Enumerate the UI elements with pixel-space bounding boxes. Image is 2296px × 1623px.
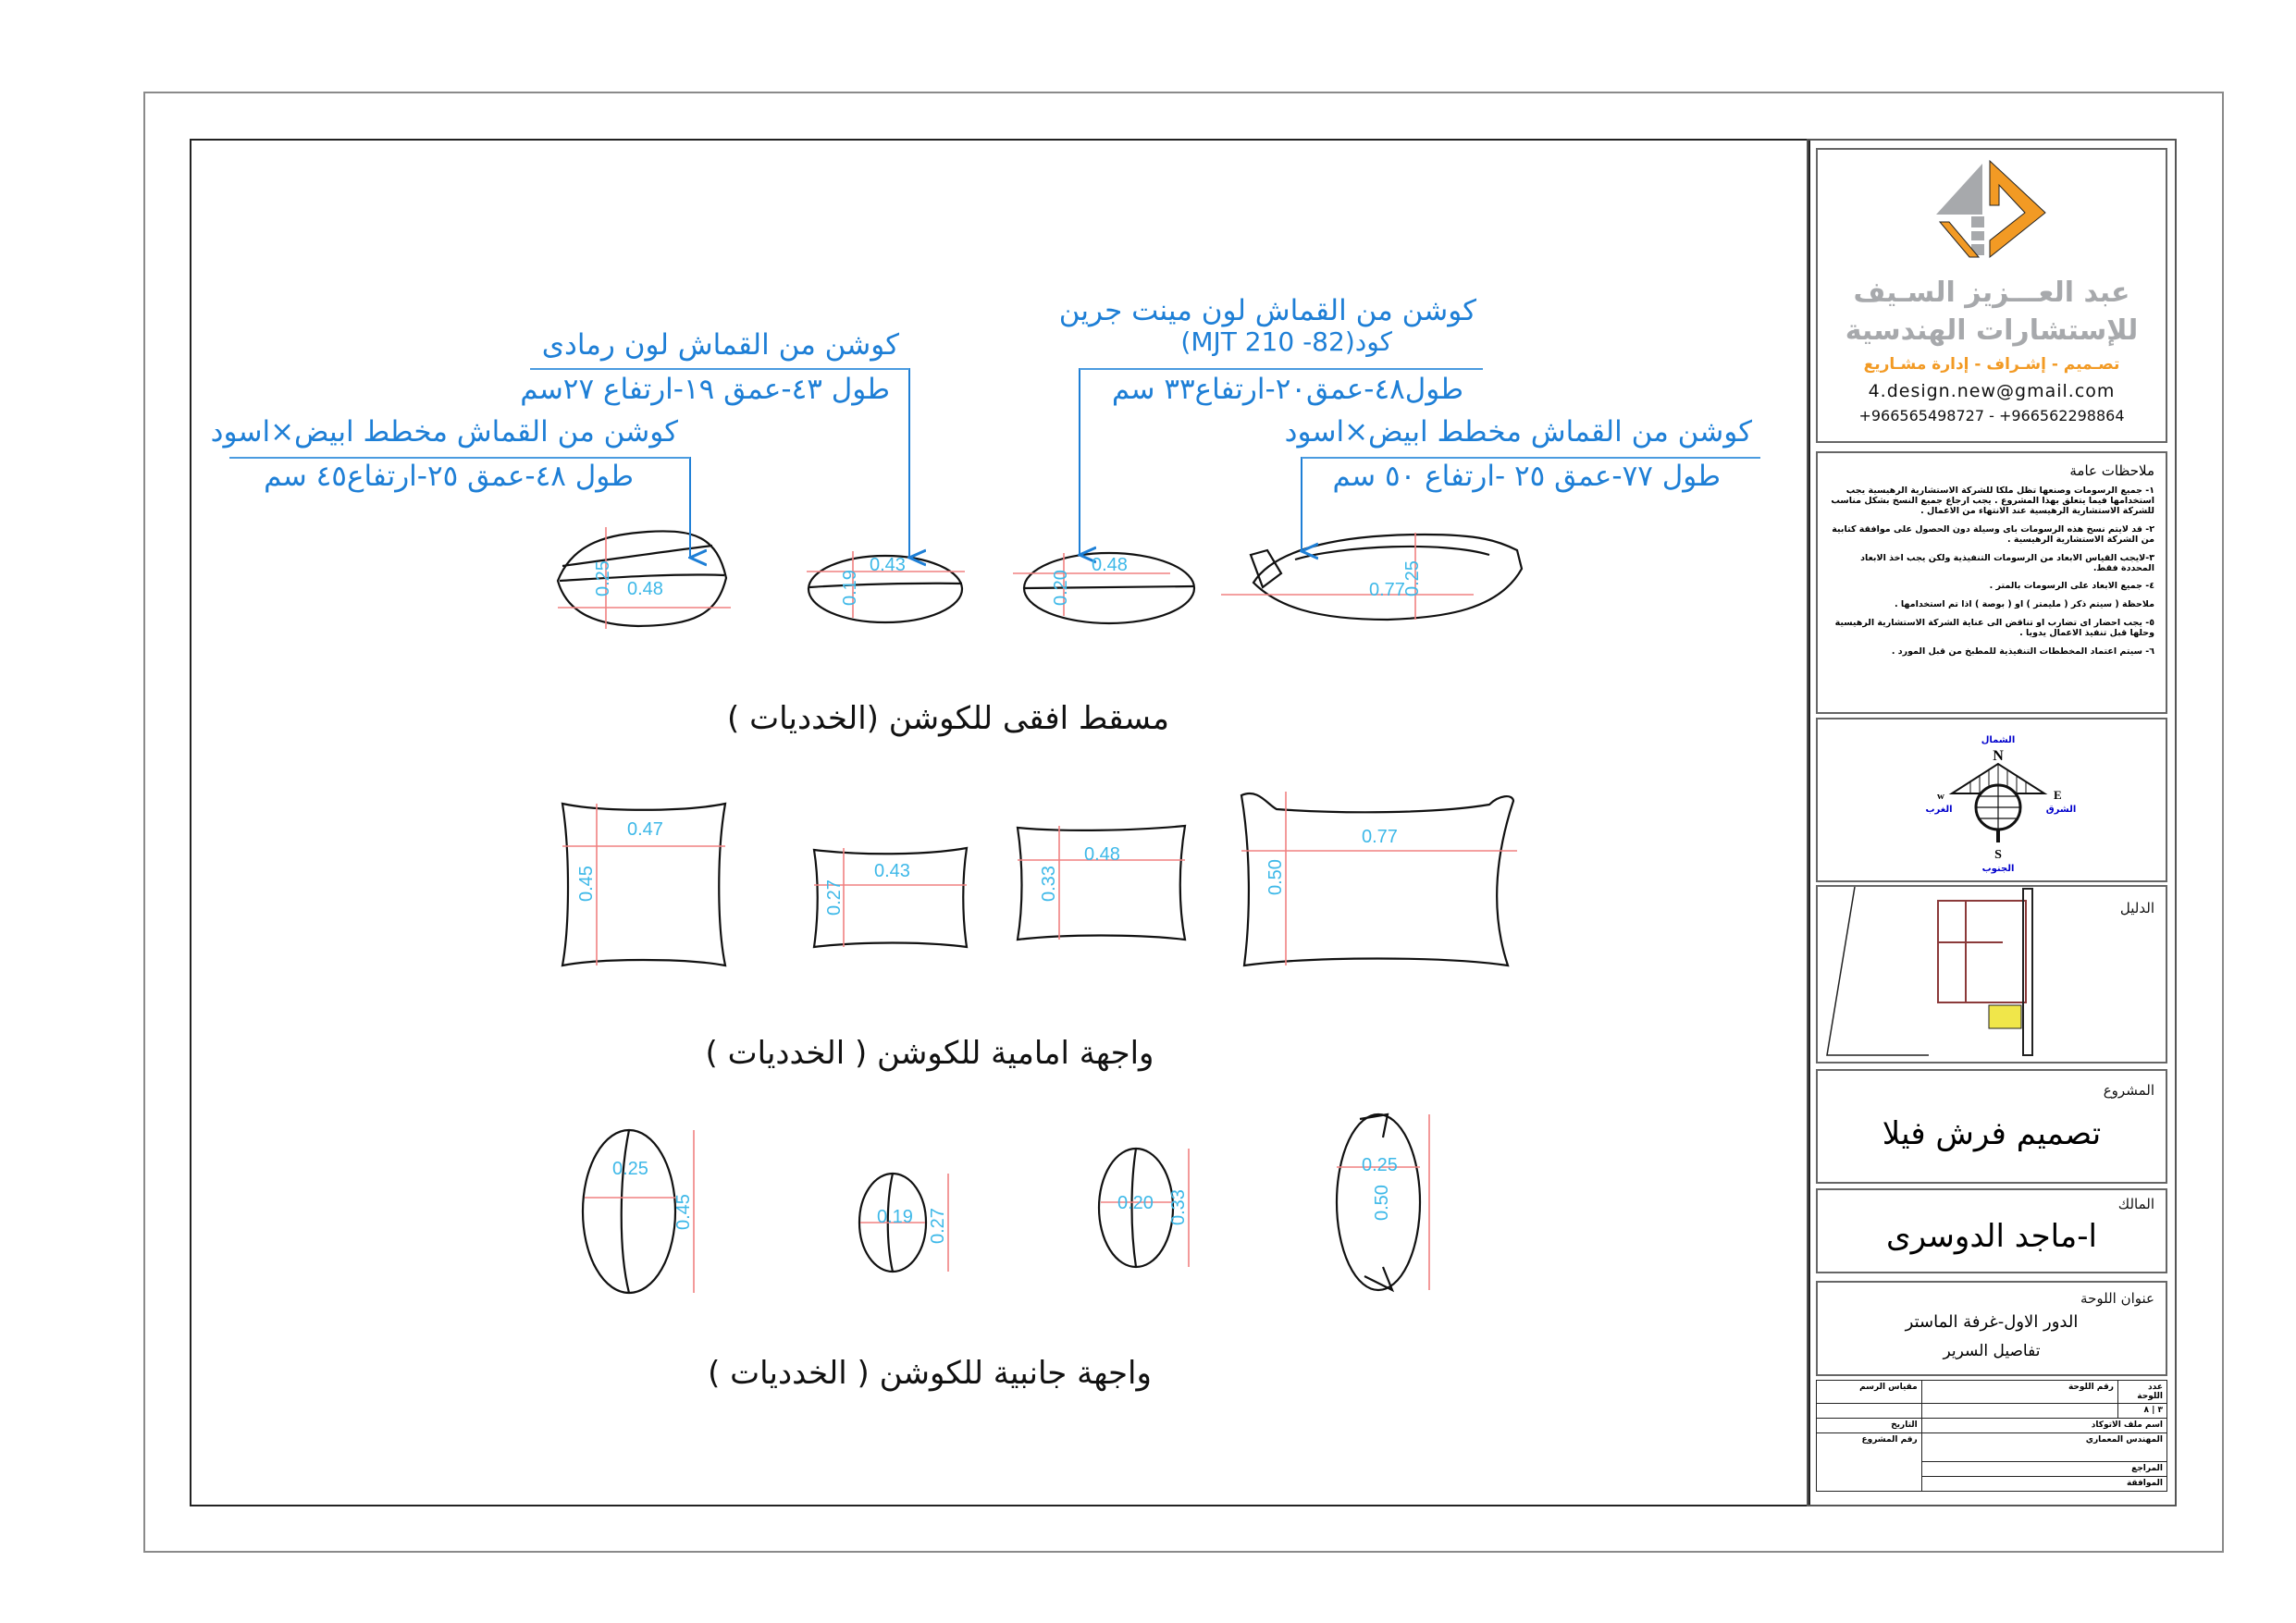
annotation-mint-cushion-code: كود(MJT 210 -82) <box>1180 326 1392 357</box>
svg-text:N: N <box>1993 748 2004 764</box>
note-item: ٢- قد لايتم نسخ هذه الرسومات باى وسيلة دون الحصول على موافقة كتابية من الشركة الاستشارية الرهيسية . <box>1832 523 2154 545</box>
annotation-underline <box>1302 457 1760 459</box>
architect-label: المهندس المعماري <box>1921 1433 2166 1462</box>
dim-label: 0.25 <box>612 1159 648 1179</box>
dim-label: 0.48 <box>1092 555 1128 575</box>
dim-label: 0.45 <box>673 1194 694 1230</box>
dim-label: 0.27 <box>928 1208 948 1244</box>
owner-panel <box>1816 1188 2167 1273</box>
company-name-line2: للإستشارات الهندسية <box>1845 314 2139 347</box>
general-notes-panel <box>1816 451 2167 714</box>
dimension-lines <box>558 527 1517 1293</box>
owner-label: المالك <box>2117 1196 2154 1212</box>
annotation-large-striped-cushion-title: كوشن من القماش مخطط ابيض×اسود <box>1284 415 1752 449</box>
logo-panel <box>1816 148 2167 443</box>
annotation-striped-cushion-title: كوشن من القماش مخطط ابيض×اسود <box>210 415 678 449</box>
dim-label: 0.20 <box>1117 1193 1154 1213</box>
sheet-count-header: عدد اللوحة <box>2117 1381 2166 1404</box>
side-pillow-1 <box>583 1130 675 1293</box>
key-plan-panel <box>1816 885 2167 1064</box>
annotation-underline <box>1080 368 1483 370</box>
plan-pillow-4 <box>1251 535 1522 620</box>
note-item: ملاحظة ( سيتم ذكر ( مليمتر ) او ( بوصة ) اذا تم استخدامها . <box>1894 599 2154 610</box>
annotation-mint-cushion-dims: طول٤٨-عمق٢٠-ارتفاع٣٣ سم <box>1111 373 1463 406</box>
svg-text:الغرب: الغرب <box>1925 805 1953 815</box>
north-arrow-panel <box>1816 718 2167 882</box>
sheet-info-table <box>1816 1380 2167 1492</box>
project-name: تصميم فرش فيلا <box>1882 1115 2102 1152</box>
dim-label: 0.25 <box>1402 560 1423 596</box>
dim-label: 0.47 <box>627 819 663 840</box>
sheet-title-line2: تفاصيل السرير <box>1943 1342 2041 1360</box>
svg-text:الجنوب: الجنوب <box>1981 864 2015 874</box>
scale-header: مقياس الرسم <box>1817 1381 1922 1404</box>
annotation-underline <box>229 457 690 459</box>
compass-icon <box>1906 727 2091 875</box>
annotation-grey-cushion-title: كوشن من القماش لون رمادى <box>541 328 899 362</box>
date-label: التاريخ <box>1817 1419 1922 1433</box>
dim-label: 0.33 <box>1168 1189 1189 1225</box>
project-label: المشروع <box>2103 1082 2154 1099</box>
sheet-number-header: رقم اللوحة <box>1921 1381 2117 1404</box>
company-phones: +966565498727 - +966562298864 <box>1858 407 2125 424</box>
company-logo-icon <box>1927 159 2056 270</box>
dim-label: 0.43 <box>874 861 910 881</box>
annotation-large-striped-cushion-dims: طول ٧٧-عمق ٢٥ -ارتفاع ٥٠ سم <box>1332 460 1721 493</box>
notes-heading: ملاحظات عامة <box>2069 462 2154 479</box>
sheet-title-label: عنوان اللوحة <box>2080 1290 2154 1307</box>
owner-name: ا-ماجد الدوسرى <box>1886 1218 2097 1255</box>
svg-text:w: w <box>1937 791 1944 802</box>
dim-label: 0.77 <box>1362 827 1398 847</box>
front-view-title: واجهة امامية للكوشن ( الخدديات ) <box>705 1035 1154 1072</box>
approval-label: الموافقة <box>1921 1477 2166 1492</box>
sheet-title-line1: الدور الاول-غرفة الماستر <box>1905 1312 2079 1332</box>
key-plan-label: الدليل <box>2119 900 2154 916</box>
sheet-count-value: ٣ | ٨ <box>2117 1404 2166 1419</box>
dim-label: 0.77 <box>1369 580 1405 600</box>
dim-label: 0.25 <box>1362 1155 1398 1175</box>
note-item: ٥- يجب احضار اى تضارب او تناقض الى عناية الشركة الاستشارية الرهيسية وحلها قبل تنفيذ الاعمال يدويا . <box>1834 618 2154 639</box>
sheet-title-panel <box>1816 1281 2167 1376</box>
dim-label: 0.48 <box>1084 844 1120 865</box>
svg-text:E: E <box>2054 788 2062 802</box>
project-panel <box>1816 1069 2167 1184</box>
dim-label: 0.43 <box>870 555 906 575</box>
svg-text:الشرق: الشرق <box>2045 805 2077 815</box>
dim-label: 0.25 <box>593 560 613 596</box>
dim-label: 0.19 <box>840 570 860 606</box>
note-item: ٦- سيتم اعتماد المخططات التنفيذية للمطبخ من قبل المورد . <box>1891 646 2154 658</box>
key-plan-map <box>1818 887 2040 1062</box>
note-item: ٣-لايجب القياس الابعاد من الرسومات التنفيذية ولكن يجب اخذ الابعاد المحددة فقط. <box>1860 552 2154 573</box>
dim-label: 0.48 <box>627 579 663 599</box>
dim-label: 0.33 <box>1039 866 1059 902</box>
dim-label: 0.27 <box>824 879 845 916</box>
plan-view-title: مسقط افقى للكوشن (الخدديات ) <box>727 700 1169 737</box>
scale-value <box>1817 1404 1922 1419</box>
note-item: ١- جميع الرسومات وصنعها تظل ملكا للشركة الاستشارية الرهيسية يجب استخدامها فيما يتعلق بهذا المشروع . يجب ارجاع جميع النسخ بشكل مناسب للشركة الاستشارية الرهيسية عند الانتهاء من الاعمال . <box>1831 486 2154 516</box>
dim-label: 0.45 <box>576 866 597 902</box>
reviewer-label: المراجع <box>1921 1462 2166 1477</box>
company-tagline: تصـميم - إشـراف - إدارة مشـاريع <box>1863 355 2120 374</box>
annotation-underline <box>530 368 909 370</box>
sheet-number-value <box>1921 1404 2117 1419</box>
note-item: ٤- جميع الابعاد على الرسومات بالمتر . <box>1989 581 2154 592</box>
dim-label: 0.50 <box>1372 1185 1392 1221</box>
annotation-mint-cushion-title: كوشن من القماش لون مينت جرين <box>1058 294 1476 327</box>
company-name-line1: عبد العـــزيز السـيف <box>1853 277 2130 309</box>
dim-label: 0.20 <box>1051 570 1071 606</box>
svg-text:S: S <box>1994 848 2002 862</box>
cad-file-label: اسم ملف الاتوكاد <box>1921 1419 2166 1433</box>
annotation-striped-cushion-dims: طول ٤٨-عمق ٢٥-ارتفاع٤٥ سم <box>264 460 634 493</box>
company-email: 4.design.new@gmail.com <box>1868 381 2116 401</box>
dim-label: 0.50 <box>1265 859 1286 895</box>
project-number-label: رقم المشروع <box>1817 1433 1922 1492</box>
side-view-title: واجهة جانبية للكوشن ( الخدديات ) <box>708 1355 1152 1392</box>
annotation-grey-cushion-dims: طول ٤٣-عمق ١٩-ارتفاع ٢٧سم <box>520 373 890 406</box>
dim-label: 0.19 <box>877 1207 913 1227</box>
svg-text:الشمال: الشمال <box>1981 735 2016 745</box>
